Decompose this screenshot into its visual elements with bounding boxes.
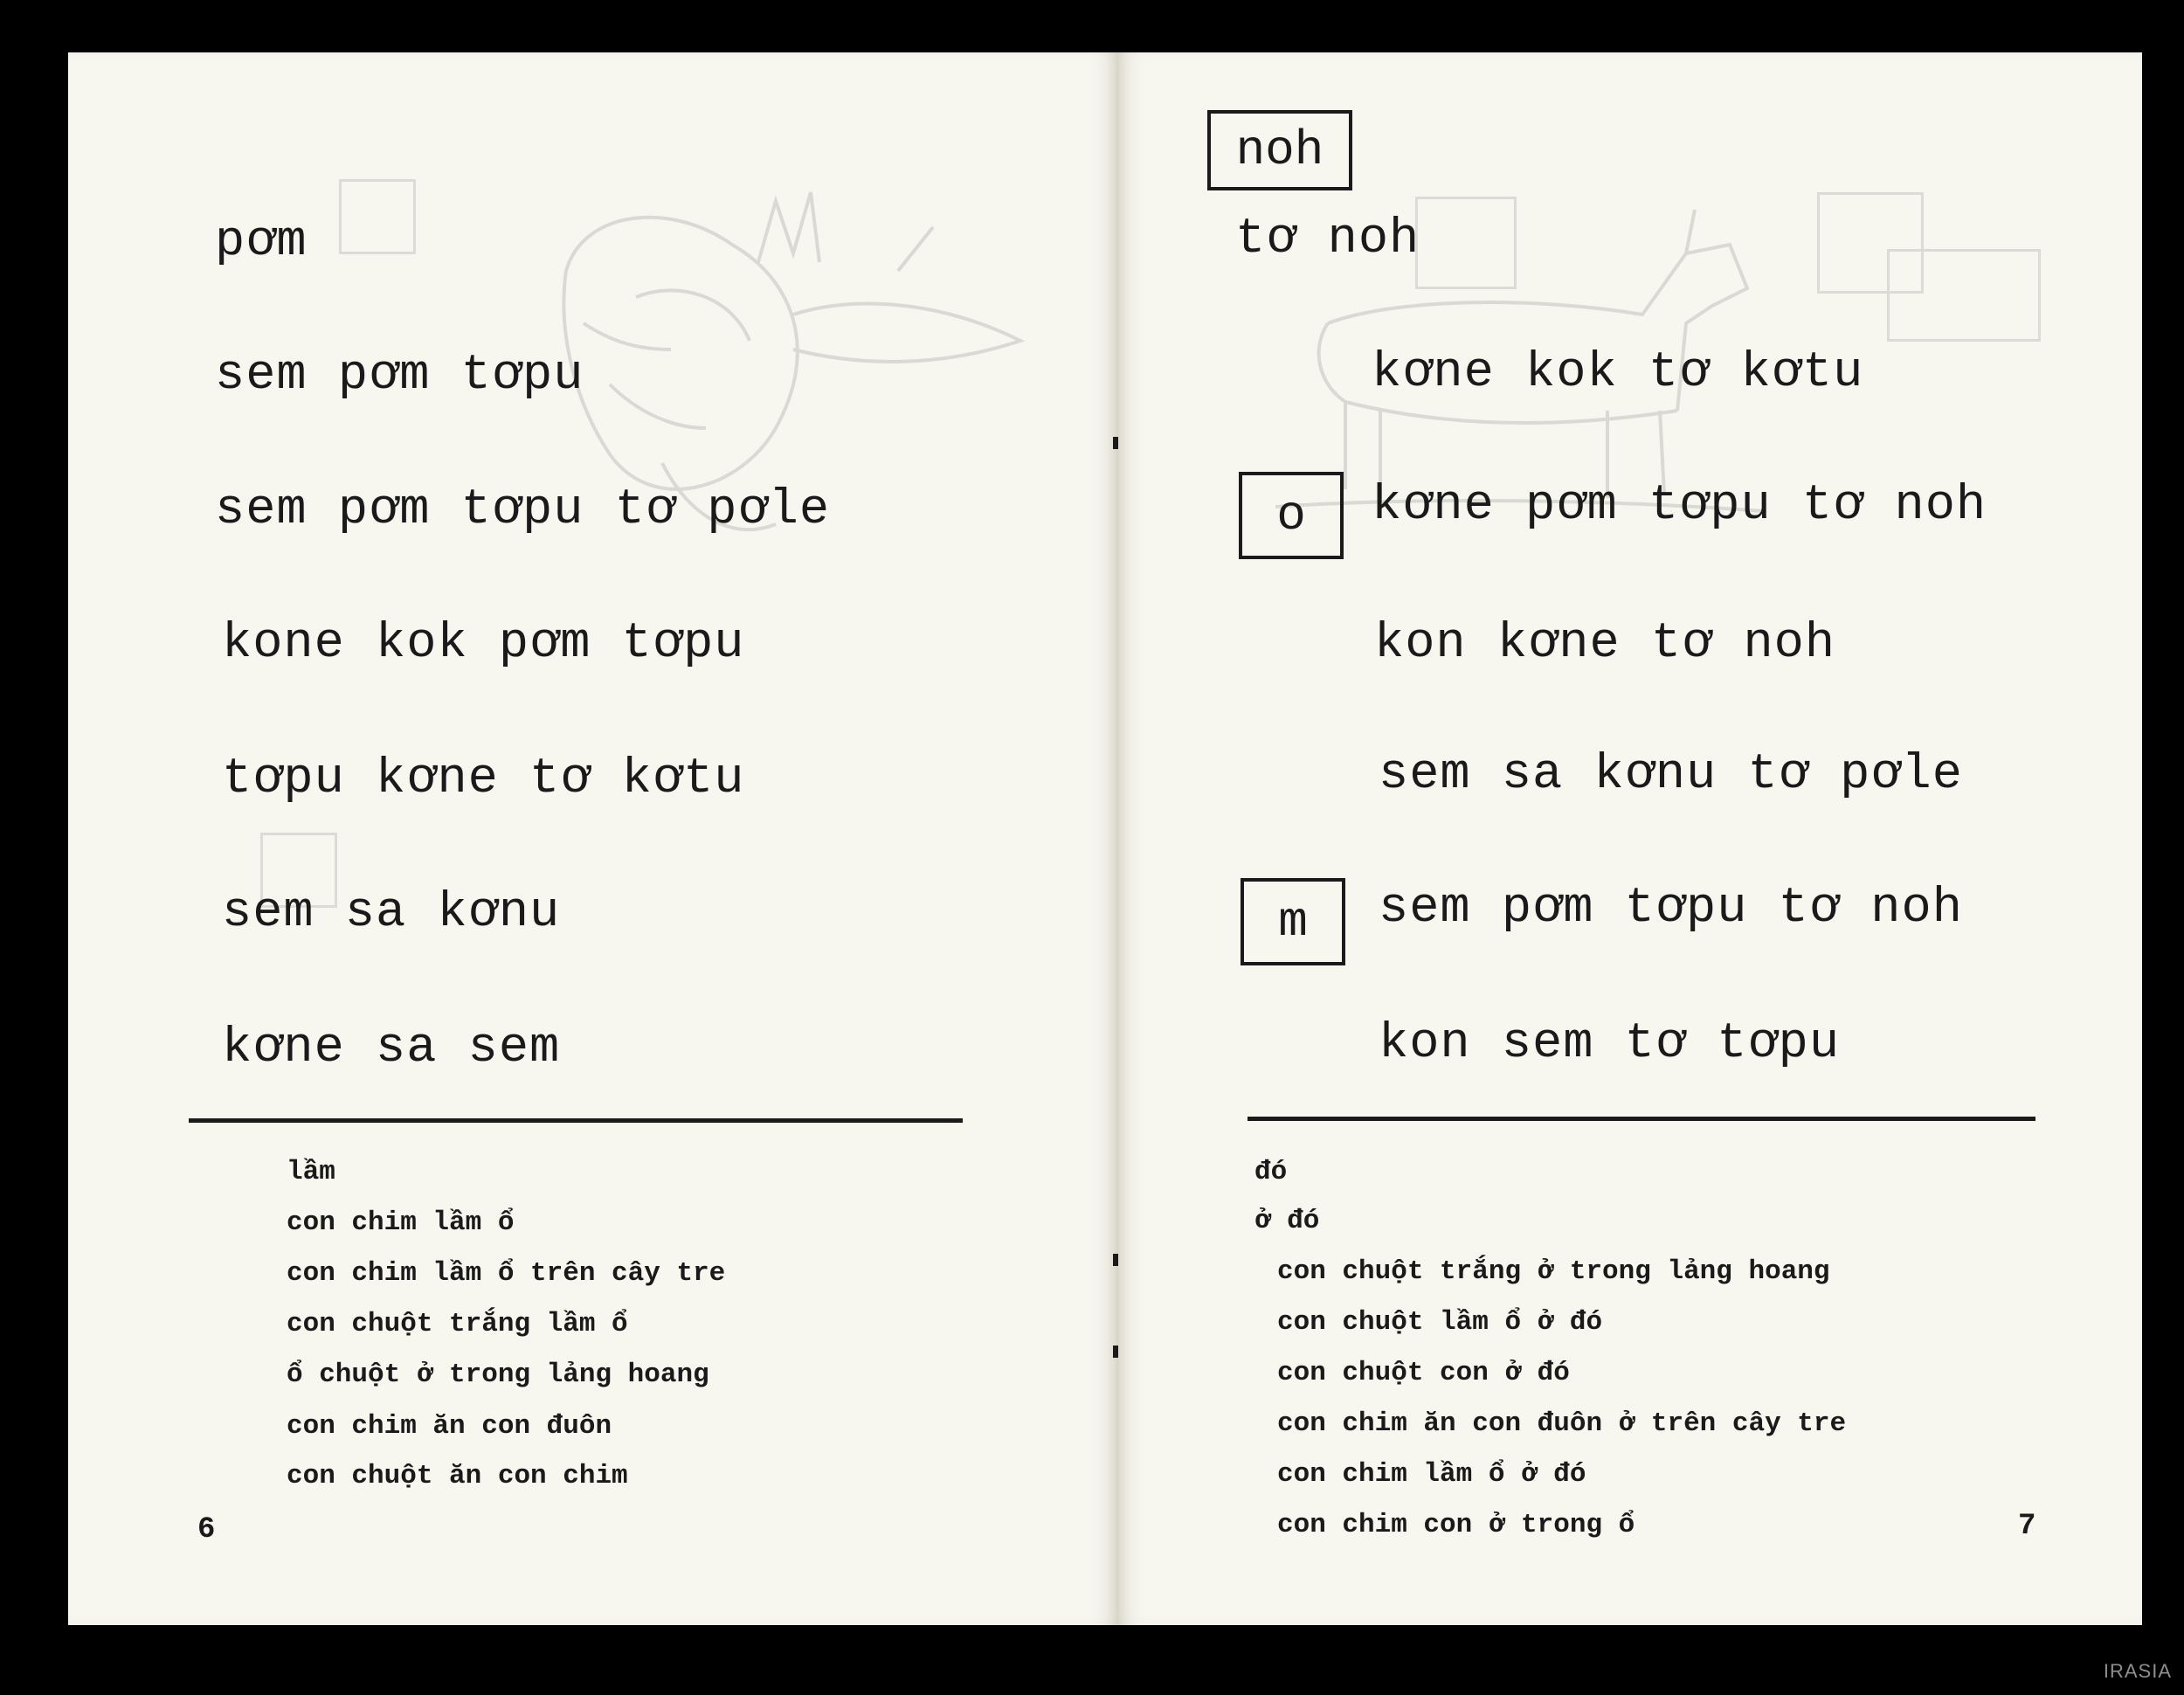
footnote-line: con chim con ở trong ổ (1277, 1510, 1635, 1540)
page-number: 6 (197, 1513, 216, 1546)
letter-box-m-label: m (1278, 894, 1308, 950)
footnote-line: con chim ăn con đuôn (287, 1411, 612, 1442)
ghost-box (339, 179, 416, 254)
footnote-line: con chuột trắng lầm ổ (287, 1309, 628, 1339)
text-line: tơpu kơne tơ kơtu (222, 751, 745, 807)
text-line: kơne sa sem (222, 1020, 561, 1076)
left-page (68, 52, 1118, 1625)
divider-rule (189, 1118, 963, 1123)
page-number: 7 (2018, 1510, 2036, 1543)
text-line: sem pơm tơpu (215, 348, 584, 404)
footnote-line: lầm (287, 1157, 335, 1187)
footnote-line: ổ chuột ở trong lảng hoang (287, 1359, 709, 1390)
text-line: kơne kok tơ kơtu (1372, 345, 1864, 401)
footnote-line: đó (1254, 1157, 1288, 1187)
text-line: sem sa kơnu (222, 885, 561, 941)
letter-box-m (1241, 878, 1345, 965)
text-line: pơm (215, 214, 308, 270)
text-line: kone kok pơm tơpu (222, 616, 745, 672)
text-line: sem sa kơnu tơ pơle (1379, 747, 1963, 803)
footnote-line: con chuột lầm ổ ở đó (1277, 1307, 1603, 1338)
footnote-line: con chim ăn con đuôn ở trên cây tre (1277, 1408, 1847, 1439)
letter-box-o (1239, 472, 1344, 559)
watermark: IRASIA (2103, 1660, 2172, 1682)
header-box-label: noh (1235, 122, 1324, 178)
text-line: tơ noh (1235, 211, 1420, 267)
footnote-line: con chim lầm ổ trên cây tre (287, 1258, 726, 1289)
footnote-line: con chuột con ở đó (1277, 1358, 1570, 1388)
text-line: sem pơm tơpu tơ pơle (215, 482, 831, 538)
bird-illustration (531, 166, 1055, 620)
footnote-line: con chim lầm ổ (287, 1207, 515, 1238)
text-line: kơne pơm tơpu tơ noh (1372, 478, 1987, 534)
footnote-line: ở đó (1254, 1206, 1320, 1236)
footnote-line: con chim lầm ổ ở đó (1277, 1459, 1586, 1490)
right-page (1118, 52, 2142, 1625)
ghost-box (1887, 249, 2041, 342)
divider-rule (1248, 1117, 2035, 1121)
text-line: kon sem tơ tơpu (1379, 1016, 1841, 1072)
footnote-line: con chuột ăn con chim (287, 1461, 628, 1491)
text-line: kon kơne tơ noh (1374, 616, 1836, 672)
text-line: sem pơm tơpu tơ noh (1379, 881, 1963, 937)
letter-box-o-label: o (1276, 488, 1306, 543)
header-box-noh (1207, 110, 1352, 190)
footnote-line: con chuột trắng ở trong lảng hoang (1277, 1256, 1830, 1287)
